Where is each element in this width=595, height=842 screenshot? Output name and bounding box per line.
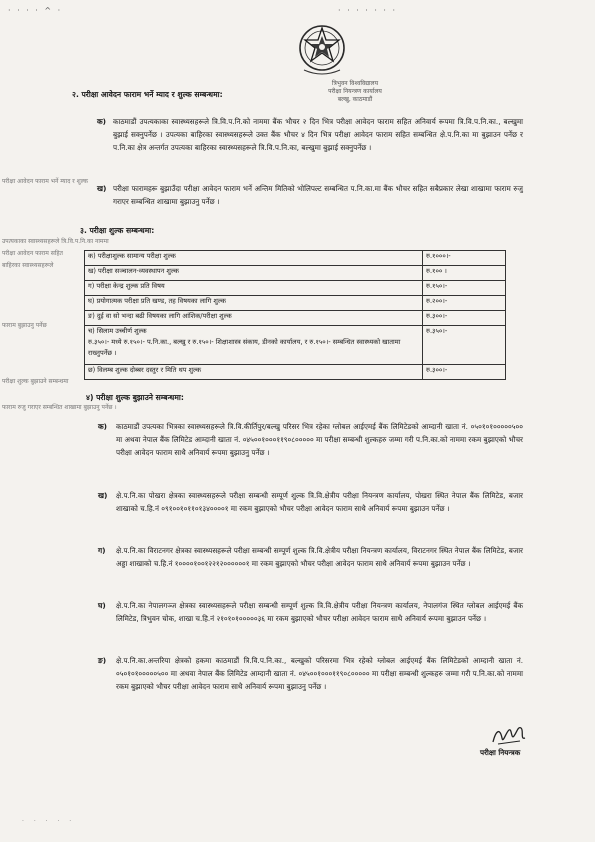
bleed-text: फाराम बुझाउनु पर्नेछ xyxy=(2,322,47,329)
scan-mark-left: · · · · ^ · xyxy=(8,6,63,15)
section-4-e-text: क्षे.प.नि.का.अन्तरिया क्षेत्रको हकमा काठमाडौं त्रि.वि.प.नि.का., बल्खुको परिसरमा भित्र रहेको ग्लोबल आईएमई बैंक लिमिटेडको आम्दानी खाता नं. ०५०१०१०००००५०० मा अथवा नेपाल बैंक लिमिटेड आम्दानी खाता नं. ०४५००१०००११९०८००००० मा परीक्षा सम्बन्धी शुल्कहरु जम्मा गरी प.नि.का.को नाममा रकम बुझाएको भौचर परीक्षा आवेदन फाराम साथै अनिवार्य रूपमा बुझाउनु पर्नेछ । xyxy=(116,656,523,691)
section-4-title: ४) परीक्षा शुल्क बुझाउने सम्बन्धमा: xyxy=(86,393,184,402)
fee-amount: रु.२००।- xyxy=(423,296,506,311)
university-seal-icon xyxy=(296,20,348,82)
fee-amount: रु.१०००।- xyxy=(423,251,506,266)
fee-item: ग) परीक्षा केन्द्र शुल्क प्रति विषय xyxy=(85,281,423,296)
fee-item: घ) प्रयोगात्मक परीक्षा प्रति खण्ड, तह विषयका लागि शुल्क xyxy=(85,296,423,311)
table-row xyxy=(85,296,506,311)
section-4-a-label: क) xyxy=(98,422,108,431)
scan-mark-right: · · · · · · · xyxy=(338,6,398,15)
section-2-title: २. परीक्षा आवेदन फाराम भर्ने म्याद र शुल्क सम्बन्धमा: xyxy=(72,90,223,99)
section-2-b-text: परीक्षा फारामहरू बुझाउँदा परीक्षा आवेदन फाराम भर्ने अन्तिम मितिको भोलिपल्ट सम्बन्धित प.नि.का.मा बैंक भौचर सहित सबैप्रकार लेखा शाखामा फाराम रुजु गराएर सम्बन्धित शाखामा बुझाउनु पर्नेछ । xyxy=(113,184,523,206)
section-4-b-label: ख) xyxy=(98,491,108,500)
fee-item: क) परीक्षाशुल्क सामान्य परीक्षा शुल्क xyxy=(85,251,423,266)
bleed-text: फाराम रुजु गराएर सम्बन्धित शाखामा बुझाउनु पर्नेछ । xyxy=(2,404,117,411)
table-row xyxy=(85,326,506,365)
bleed-text: परीक्षा शुल्क बुझाउने सम्बन्धमा xyxy=(2,378,69,385)
table-row xyxy=(85,281,506,296)
table-row xyxy=(85,251,506,266)
fee-note: रु.३५०।- मध्ये रु.१५०।- प.नि.का., बल्खु र रु.१५०।- शिक्षाशास्त्र संकाय, डीनको कार्यालय, र रु.१५०।- सम्बन्धित स्वास्थ्यको खातामा राख्नुपर्नेछ । xyxy=(88,338,401,357)
fee-item: च) सिलाम उच्चीर्ण शुल्क रु.३५०।- मध्ये रु.१५०।- प.नि.का., बल्खु र रु.१५०।- शिक्षाशास्त्र संकाय, डीनको कार्यालय, र रु.१५०।- सम्बन्धित स्वास्थ्यको खातामा राख्नुपर्नेछ । xyxy=(85,326,423,365)
section-4-a-text: काठमाडौं उपत्यका भित्रका स्वास्थ्यसहरूले त्रि.वि.कीर्तिपुर/बल्खु परिसर भित्र रहेका ग्लोबल आईएमई बैंक लिमिटेडको आम्दानी खाता नं. ०५०१०१०००००५०० मा अथवा नेपाल बैंक लिमिटेड आम्दानी खाता नं. ०४५००१०००११९०८००००० मा परीक्षा सम्बन्धी शुल्कहरु जम्मा गरी प.नि.का.को नाममा रकम बुझाएको भौचर परीक्षा आवेदन फाराम साथै अनिवार्य रूपमा बुझाउनु पर्नेछ । xyxy=(116,422,523,457)
signature-icon xyxy=(490,722,528,748)
fee-amount: रु.३५०।- xyxy=(423,326,506,365)
table-row xyxy=(85,365,506,380)
section-4-c-label: ग) xyxy=(98,546,106,555)
bleed-text: उपत्यकाका स्वास्थ्यसहरूले त्रि.वि.प.नि.का नाममा xyxy=(2,238,109,245)
fee-amount: रु.३००।- xyxy=(423,365,506,380)
fee-item: ख) परीक्षा सञ्चालन-व्यवस्थापन शुल्क xyxy=(85,266,423,281)
table-row xyxy=(85,311,506,326)
section-4-b-text: क्षे.प.नि.का पोखरा क्षेत्रका स्वास्थ्यसहरूले परीक्षा सम्बन्धी सम्पूर्ण शुल्क त्रि.वि.क्षेत्रीय परीक्षा नियन्त्रण कार्यालय, पोखरा स्थित नेपाल बैंक लिमिटेड, बजार शाखाको च.हि.नं ०९१००१०११०१३४००००१ मा रकम बुझाएको भौचर परीक्षा आवेदन फाराम साथै अनिवार्य रूपमा बुझाउन पर्नेछ । xyxy=(116,491,523,513)
section-4-d-label: घ) xyxy=(98,601,106,610)
section-2-a-label: क) xyxy=(97,117,107,126)
bleed-text: बाहिरका स्वास्थ्यसहरूले xyxy=(2,262,54,269)
bleed-text: परीक्षा आवेदन फाराम सहित xyxy=(2,250,63,257)
table-row xyxy=(85,266,506,281)
scan-mark-bottom: · · · · · xyxy=(22,818,76,825)
section-2-b-label: ख) xyxy=(97,184,107,193)
section-2-a-text: काठमाडौं उपत्यकाका स्वास्थ्यसहरूले त्रि.वि.प.नि.को नाममा बैंक भौचर २ दिन भित्र परीक्षा आवेदन फाराम सहित अनिवार्य रूपमा त्रि.वि.प.नि.का., बल्खुमा बुझाई सक्नुपर्नेछ । उपत्यका बाहिरका स्वास्थ्यसहरूले उक्त बैंक भौचर ४ दिन भित्र परीक्षा आवेदन फाराम सहित सम्बन्धित क्षे.प.नि.का मा बुझाउन पर्नेछ र प.नि.का क्षेत्र अन्तर्गत उपत्यका बाहिरका स्वास्थ्यसहरूले त्रि.वि.प.नि.का, बल्खुमा बुझाई सक्नुपर्नेछ । xyxy=(113,117,523,152)
section-3-title: ३. परीक्षा शुल्क सम्बन्धमा: xyxy=(80,226,155,235)
seal-caption: त्रिभुवन विश्वविद्यालय परीक्षा नियन्त्रण कार्यालय बल्खु, काठमाडौं xyxy=(328,80,382,103)
signature-label: परीक्षा नियन्त्रक xyxy=(480,748,521,757)
fee-item: ङ) दुई वा सो भन्दा बढी विषयका लागि आंशिक/परीक्षा शुल्क xyxy=(85,311,423,326)
fee-amount: रु.१०० । xyxy=(423,266,506,281)
fee-table xyxy=(84,250,506,380)
fee-item: छ) विलम्ब शुल्क दोब्बर दस्तुर र मिति थप शुल्क xyxy=(85,365,423,380)
section-4-d-text: क्षे.प.नि.का नेपालगञ्ज क्षेत्रका स्वास्थ्यसहरूले परीक्षा सम्बन्धी सम्पूर्ण शुल्क त्रि.वि.क्षेत्रीय परीक्षा नियन्त्रण कार्यालय, नेपालगंज स्थित ग्लोबल आईएमई बैंक लिमिटेड, त्रिभुवन चोक, शाखा च.हि.नं २१०१०१०००००३६ मा रकम बुझाएको भौचर परीक्षा आवेदन फाराम साथै अनिवार्य रूपमा बुझाउन पर्नेछ । xyxy=(116,601,523,623)
fee-amount: रु.३००।- xyxy=(423,311,506,326)
section-4-c-text: क्षे.प.नि.का विराटनगर क्षेत्रका स्वास्थ्यसहरूले परीक्षा सम्बन्धी सम्पूर्ण शुल्क त्रि.वि.क्षेत्रीय परीक्षा नियन्त्रण कार्यालय, विराटनगर स्थित नेपाल बैंक लिमिटेड, बजार अड्डा शाखाको च.हि.नं १००००१००१२२१२००००००१ मा रकम बुझाएको भौचर परीक्षा आवेदन फाराम साथै अनिवार्य रूपमा बुझाउन पर्नेछ । xyxy=(116,546,523,568)
section-4-e-label: ङ) xyxy=(98,656,107,665)
fee-amount: रु.१५०।- xyxy=(423,281,506,296)
bleed-text: परीक्षा आवेदन फाराम भर्ने म्याद र शुल्क xyxy=(2,178,89,185)
